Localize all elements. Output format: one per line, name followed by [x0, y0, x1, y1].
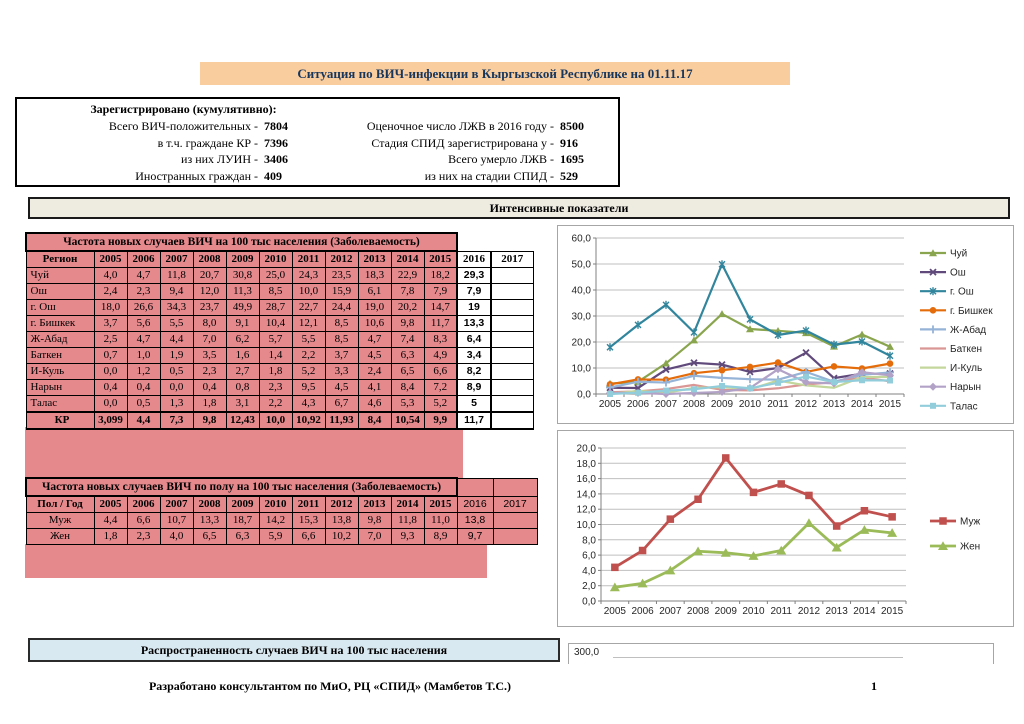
- cell: 1,8: [94, 529, 127, 545]
- svg-text:2012: 2012: [794, 399, 818, 410]
- cell: 2015: [424, 496, 457, 513]
- stat-row: [322, 118, 618, 135]
- stat-label: Иностранных граждан -: [135, 168, 258, 183]
- stat-value: 3406: [264, 152, 288, 166]
- cell: 11,0: [424, 513, 457, 529]
- svg-text:2011: 2011: [770, 606, 792, 617]
- svg-text:2012: 2012: [797, 606, 821, 617]
- svg-text:2015: 2015: [878, 399, 902, 410]
- cell: 2016: [457, 251, 491, 268]
- cell: 2016: [457, 496, 493, 513]
- cell: 2,5: [94, 332, 127, 348]
- stat-row: [17, 118, 322, 135]
- svg-text:10,0: 10,0: [576, 520, 596, 531]
- cell: 2,3: [259, 380, 292, 396]
- cell: 22,9: [391, 268, 424, 284]
- section-prevalence: Распространенность случаев ВИЧ на 100 тыс населения: [28, 638, 560, 662]
- cell: 0,0: [94, 364, 127, 380]
- cell: Частота новых случаев ВИЧ по полу на 100 тыс населения (Заболеваемость): [26, 478, 457, 496]
- cell: 8,5: [259, 284, 292, 300]
- cell: 2005: [94, 496, 127, 513]
- cell: 11,8: [160, 268, 193, 284]
- cell: 9,4: [160, 284, 193, 300]
- svg-text:2013: 2013: [825, 606, 848, 617]
- cell: 4,6: [358, 396, 391, 413]
- legend-label: Талас: [950, 401, 978, 413]
- incidence-by-gender-table: [25, 477, 538, 545]
- stat-label: из них ЛУИН -: [181, 152, 258, 166]
- cell: 20,7: [193, 268, 226, 284]
- legend-label: Нарын: [950, 382, 982, 394]
- cell: 1,0: [127, 348, 160, 364]
- cell: 8,5: [325, 332, 358, 348]
- stat-label: Оценочное число ЛЖВ в 2016 году -: [366, 119, 554, 133]
- svg-text:2009: 2009: [714, 606, 737, 617]
- cell: 11,93: [325, 412, 358, 429]
- svg-text:6,0: 6,0: [582, 550, 596, 562]
- cell: 15,9: [325, 284, 358, 300]
- svg-text:2007: 2007: [654, 399, 678, 410]
- cell: 10,0: [292, 284, 325, 300]
- cell: 1,8: [259, 364, 292, 380]
- cell: 4,0: [160, 529, 193, 545]
- svg-text:2014: 2014: [853, 606, 876, 617]
- cell: 7,3: [160, 412, 193, 429]
- svg-text:2010: 2010: [742, 606, 765, 617]
- cell: 15,3: [292, 513, 325, 529]
- cell: 0,7: [94, 348, 127, 364]
- stat-row: [17, 135, 322, 152]
- cell: Жен: [26, 529, 94, 545]
- cell: 2012: [325, 251, 358, 268]
- cell: 1,9: [160, 348, 193, 364]
- svg-text:2014: 2014: [850, 399, 874, 410]
- cell: 4,7: [127, 268, 160, 284]
- cell: 19,0: [358, 300, 391, 316]
- stat-row: [322, 135, 618, 152]
- cell: [491, 396, 533, 413]
- cell: 14,7: [424, 300, 457, 316]
- stat-value: 409: [264, 168, 282, 183]
- cell: 4,5: [325, 380, 358, 396]
- cell: 7,0: [193, 332, 226, 348]
- cell: 9,1: [226, 316, 259, 332]
- cell: Муж: [26, 513, 94, 529]
- cell: 3,7: [94, 316, 127, 332]
- svg-text:2015: 2015: [881, 606, 904, 617]
- cell: [491, 284, 533, 300]
- cell: 0,5: [127, 396, 160, 413]
- cell: 14,2: [259, 513, 292, 529]
- cell: 6,5: [391, 364, 424, 380]
- cell: 18,2: [424, 268, 457, 284]
- svg-text:2005: 2005: [603, 606, 626, 617]
- cell: 2,2: [292, 348, 325, 364]
- cell: Талас: [26, 396, 94, 413]
- cell: 5,9: [259, 529, 292, 545]
- section-intensive-indicators: Интенсивные показатели: [28, 197, 1010, 219]
- cell: 7,9: [424, 284, 457, 300]
- svg-text:2010: 2010: [738, 399, 762, 410]
- cell: 8,9: [457, 380, 491, 396]
- cell: 10,54: [391, 412, 424, 429]
- cell: Чуй: [26, 268, 94, 284]
- cell: 34,3: [160, 300, 193, 316]
- cell: 0,4: [94, 380, 127, 396]
- svg-text:50,0: 50,0: [571, 259, 591, 271]
- stat-value: 7396: [264, 135, 288, 150]
- svg-text:18,0: 18,0: [576, 458, 596, 470]
- cell: 9,9: [424, 412, 457, 429]
- cell: 19: [457, 300, 491, 316]
- cell: 4,3: [292, 396, 325, 413]
- cell: 0,0: [160, 380, 193, 396]
- cell: 30,8: [226, 268, 259, 284]
- cell: 5: [457, 396, 491, 413]
- cell: г. Ош: [26, 300, 94, 316]
- cell: 10,7: [160, 513, 193, 529]
- cell: 6,6: [292, 529, 325, 545]
- cell: 7,9: [457, 284, 491, 300]
- stat-label: в т.ч. граждане КР -: [157, 135, 258, 150]
- cell: 3,5: [193, 348, 226, 364]
- cell: 18,7: [226, 513, 259, 529]
- cell: 2013: [358, 496, 391, 513]
- cell: 0,8: [226, 380, 259, 396]
- cell: 26,6: [127, 300, 160, 316]
- cell: Пол / Год: [26, 496, 94, 513]
- cell: 13,8: [325, 513, 358, 529]
- cell: [491, 380, 533, 396]
- svg-text:0,0: 0,0: [577, 389, 591, 401]
- stat-label: Стадия СПИД зарегистрирована у -: [371, 135, 554, 150]
- stat-value: 7804: [264, 119, 288, 133]
- cell: 2017: [493, 496, 537, 513]
- cell: 4,0: [94, 268, 127, 284]
- legend-label: Чуй: [950, 248, 968, 260]
- cell: 10,92: [292, 412, 325, 429]
- cell: 2011: [292, 496, 325, 513]
- cell: 2007: [160, 496, 193, 513]
- cell: 2009: [226, 251, 259, 268]
- cell: 8,4: [358, 412, 391, 429]
- cell: 2007: [160, 251, 193, 268]
- cell: 6,1: [358, 284, 391, 300]
- cell: 5,7: [259, 332, 292, 348]
- cell: 7,8: [391, 284, 424, 300]
- stat-label: Всего ВИЧ-положительных -: [108, 119, 258, 133]
- svg-text:2013: 2013: [822, 399, 846, 410]
- cell: 7,2: [424, 380, 457, 396]
- stat-value: 8500: [560, 119, 584, 133]
- svg-text:2008: 2008: [686, 606, 710, 617]
- cell: 18,0: [94, 300, 127, 316]
- svg-text:2008: 2008: [682, 399, 706, 410]
- incidence-by-region-table: [25, 232, 534, 430]
- cell: [491, 300, 533, 316]
- cell: 23,7: [193, 300, 226, 316]
- cell: 5,2: [424, 396, 457, 413]
- cell: Ош: [26, 284, 94, 300]
- cell: 24,3: [292, 268, 325, 284]
- cell: 25,0: [259, 268, 292, 284]
- footer-credit: Разработано консультантом по МиО, РЦ «СПИД» (Мамбетов Т.С.): [148, 679, 512, 693]
- cell: 8,9: [424, 529, 457, 545]
- svg-text:8,0: 8,0: [582, 535, 596, 547]
- cell: [491, 268, 533, 284]
- stat-value: 1695: [560, 152, 584, 166]
- cell: 11,8: [391, 513, 424, 529]
- cell: 3,099: [94, 412, 127, 429]
- registered-left-column: [17, 99, 322, 185]
- cell: Баткен: [26, 348, 94, 364]
- cell: 9,3: [391, 529, 424, 545]
- cell: 13,3: [193, 513, 226, 529]
- cell: 24,4: [325, 300, 358, 316]
- cell: 2010: [259, 251, 292, 268]
- cell: 2,7: [226, 364, 259, 380]
- svg-text:20,0: 20,0: [571, 337, 591, 349]
- cell: 2010: [259, 496, 292, 513]
- svg-text:2007: 2007: [659, 606, 682, 617]
- svg-text:16,0: 16,0: [576, 474, 596, 486]
- stat-row: [322, 168, 618, 185]
- cell: 2,2: [259, 396, 292, 413]
- cell: 0,5: [160, 364, 193, 380]
- cell: 6,4: [457, 332, 491, 348]
- stat-row: [17, 168, 322, 185]
- stat-label: из них на стадии СПИД -: [424, 168, 554, 183]
- incidence-by-region-chart: [557, 225, 1014, 424]
- cell: 2,4: [94, 284, 127, 300]
- registered-summary-box: [15, 97, 620, 187]
- pink-spacer: [25, 427, 463, 478]
- cell: 22,7: [292, 300, 325, 316]
- cell: [493, 478, 537, 496]
- cell: 6,3: [391, 348, 424, 364]
- cell: 2,4: [358, 364, 391, 380]
- cell: 8,2: [457, 364, 491, 380]
- cell: 0,4: [193, 380, 226, 396]
- svg-text:2006: 2006: [626, 399, 650, 410]
- cell: 2011: [292, 251, 325, 268]
- cell: 4,1: [358, 380, 391, 396]
- cell: 12,1: [292, 316, 325, 332]
- stat-value: 529: [560, 168, 578, 183]
- svg-text:40,0: 40,0: [571, 285, 591, 297]
- stat-row: [322, 151, 618, 168]
- report-title: Ситуация по ВИЧ-инфекции в Кыргызской Республике на 01.11.17: [200, 62, 790, 85]
- cell: 2006: [127, 251, 160, 268]
- cell: 9,8: [391, 316, 424, 332]
- stat-value: 916: [560, 135, 578, 150]
- cell: 7,0: [358, 529, 391, 545]
- legend-label: г. Бишкек: [950, 305, 993, 317]
- svg-text:14,0: 14,0: [576, 489, 596, 501]
- stat-row: [17, 151, 322, 168]
- cell: 2,3: [193, 364, 226, 380]
- cell: 4,4: [94, 513, 127, 529]
- pink-spacer-bottom: [25, 544, 487, 578]
- registered-left-rows: [17, 118, 322, 184]
- cell: 12,43: [226, 412, 259, 429]
- cell: 2006: [127, 496, 160, 513]
- cell: 2,3: [127, 284, 160, 300]
- gridline: [613, 657, 903, 658]
- cell: 12,0: [193, 284, 226, 300]
- cell: 10,0: [259, 412, 292, 429]
- cell: 5,5: [292, 332, 325, 348]
- cell: И-Куль: [26, 364, 94, 380]
- cell: 11,7: [424, 316, 457, 332]
- cell: 4,7: [127, 332, 160, 348]
- cell: 8,4: [391, 380, 424, 396]
- cell: 10,2: [325, 529, 358, 545]
- cell: [457, 478, 493, 496]
- svg-text:4,0: 4,0: [582, 565, 596, 577]
- cell: 6,6: [127, 513, 160, 529]
- cell: Частота новых случаев ВИЧ на 100 тыс населения (Заболеваемость): [26, 233, 457, 251]
- cell: 6,6: [424, 364, 457, 380]
- registered-right-column: [322, 99, 618, 185]
- registered-heading: Зарегистрировано (кумулятивно):: [90, 102, 277, 116]
- cell: 4,4: [160, 332, 193, 348]
- cell: 2014: [391, 496, 424, 513]
- cell: [493, 529, 537, 545]
- cell: 6,2: [226, 332, 259, 348]
- svg-text:2009: 2009: [710, 399, 734, 410]
- cell: 6,7: [325, 396, 358, 413]
- cell: Ж-Абад: [26, 332, 94, 348]
- cell: 1,8: [193, 396, 226, 413]
- svg-text:2006: 2006: [631, 606, 654, 617]
- cell: 3,7: [325, 348, 358, 364]
- svg-text:2005: 2005: [598, 399, 622, 410]
- prevalence-chart-partial: [568, 643, 994, 664]
- legend-label: И-Куль: [950, 363, 983, 375]
- cell: 49,9: [226, 300, 259, 316]
- cell: КР: [26, 412, 94, 429]
- cell: 4,9: [424, 348, 457, 364]
- cell: Регион: [26, 251, 94, 268]
- legend-label: Жен: [960, 541, 981, 553]
- legend-label: Баткен: [950, 344, 983, 355]
- cell: 11,7: [457, 412, 491, 429]
- cell: 2014: [391, 251, 424, 268]
- cell: [491, 233, 533, 251]
- cell: 2015: [424, 251, 457, 268]
- cell: [493, 513, 537, 529]
- page-number: 1: [871, 679, 877, 693]
- cell: 18,3: [358, 268, 391, 284]
- cell: 1,4: [259, 348, 292, 364]
- cell: 0,4: [127, 380, 160, 396]
- cell: 2013: [358, 251, 391, 268]
- cell: 3,4: [457, 348, 491, 364]
- cell: 9,8: [193, 412, 226, 429]
- cell: Нарын: [26, 380, 94, 396]
- cell: 5,2: [292, 364, 325, 380]
- cell: 1,6: [226, 348, 259, 364]
- cell: 2012: [325, 496, 358, 513]
- svg-text:10,0: 10,0: [571, 363, 591, 375]
- cell: 1,3: [160, 396, 193, 413]
- cell: г. Бишкек: [26, 316, 94, 332]
- cell: [491, 332, 533, 348]
- cell: 9,5: [292, 380, 325, 396]
- cell: 0,0: [94, 396, 127, 413]
- svg-text:60,0: 60,0: [571, 233, 591, 245]
- cell: 11,3: [226, 284, 259, 300]
- cell: 3,3: [325, 364, 358, 380]
- cell: 20,2: [391, 300, 424, 316]
- incidence-by-gender-chart: [557, 430, 1014, 627]
- cell: 8,0: [193, 316, 226, 332]
- cell: 4,5: [358, 348, 391, 364]
- cell: 6,3: [226, 529, 259, 545]
- legend-label: Ж-Абад: [950, 324, 987, 336]
- cell: 4,4: [127, 412, 160, 429]
- svg-text:30,0: 30,0: [571, 311, 591, 323]
- registered-right-rows: [322, 118, 618, 184]
- cell: 2008: [193, 251, 226, 268]
- cell: 10,6: [358, 316, 391, 332]
- stat-label: Всего умерло ЛЖВ -: [448, 152, 554, 166]
- svg-text:2,0: 2,0: [582, 581, 596, 593]
- cell: 8,3: [424, 332, 457, 348]
- cell: 9,7: [457, 529, 493, 545]
- cell: 7,4: [391, 332, 424, 348]
- svg-text:20,0: 20,0: [576, 443, 596, 455]
- cell: 5,5: [160, 316, 193, 332]
- legend-label: г. Ош: [950, 286, 974, 298]
- cell: 29,3: [457, 268, 491, 284]
- cell: [457, 233, 491, 251]
- svg-text:12,0: 12,0: [576, 504, 596, 516]
- cell: 1,2: [127, 364, 160, 380]
- cell: 6,5: [193, 529, 226, 545]
- cell: [491, 364, 533, 380]
- cell: 2009: [226, 496, 259, 513]
- legend-label: Ош: [950, 267, 966, 279]
- cell: [491, 412, 533, 429]
- cell: 23,5: [325, 268, 358, 284]
- svg-text:2011: 2011: [767, 399, 789, 410]
- cell: [491, 316, 533, 332]
- cell: 8,5: [325, 316, 358, 332]
- partial-chart-ytick-label: 300,0: [574, 647, 600, 658]
- cell: 28,7: [259, 300, 292, 316]
- legend-label: Муж: [960, 516, 981, 528]
- cell: 2008: [193, 496, 226, 513]
- cell: 3,1: [226, 396, 259, 413]
- cell: 2017: [491, 251, 533, 268]
- cell: 9,8: [358, 513, 391, 529]
- cell: 5,3: [391, 396, 424, 413]
- cell: 2005: [94, 251, 127, 268]
- cell: 2,3: [127, 529, 160, 545]
- cell: 13,3: [457, 316, 491, 332]
- cell: 13,8: [457, 513, 493, 529]
- cell: 10,4: [259, 316, 292, 332]
- cell: [491, 348, 533, 364]
- cell: 5,6: [127, 316, 160, 332]
- svg-text:0,0: 0,0: [582, 596, 596, 608]
- cell: 4,7: [358, 332, 391, 348]
